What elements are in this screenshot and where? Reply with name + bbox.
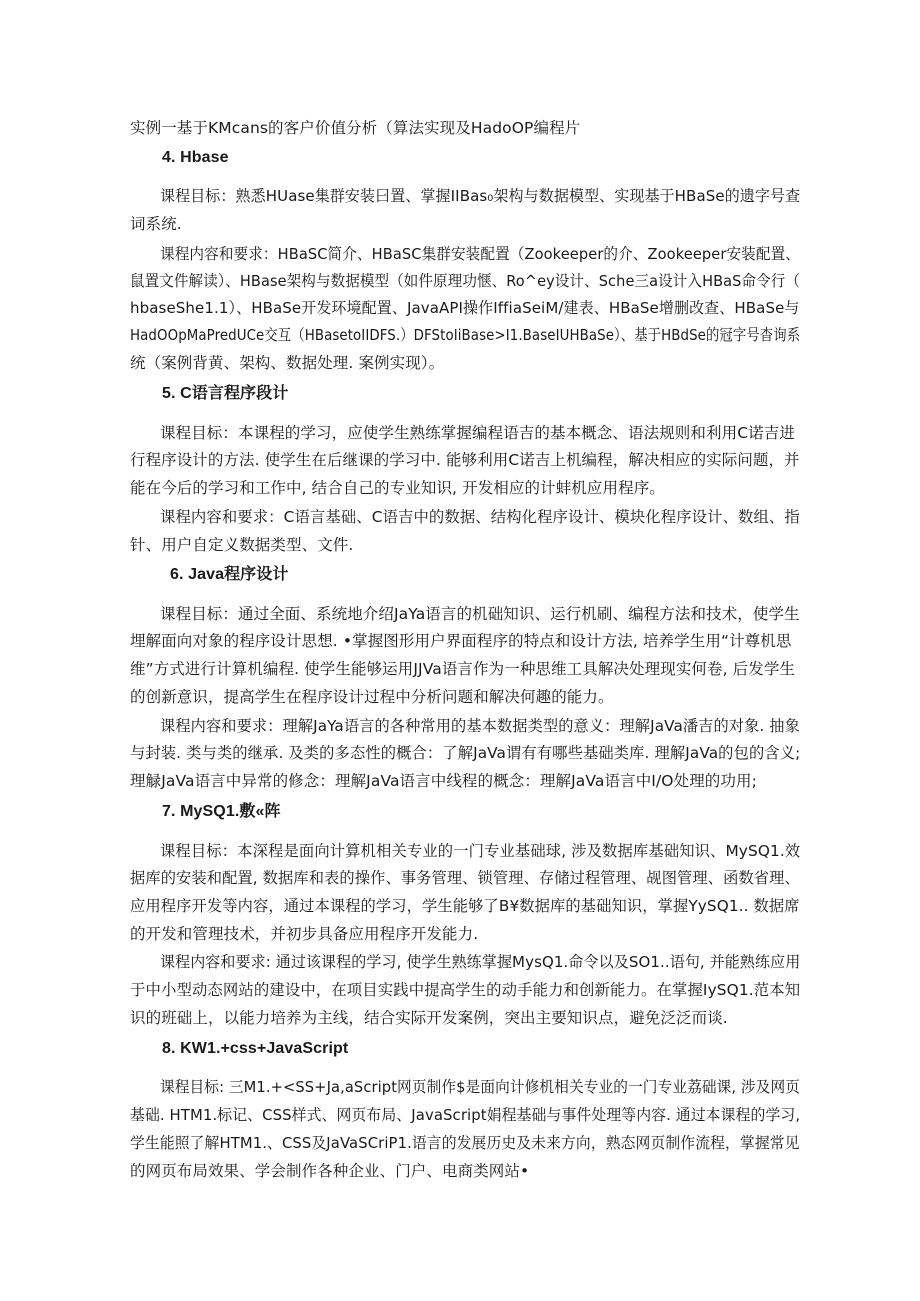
web-goal-line-2: 基础. HTM1.标记、CSS样式、网页布局、JavaScript娟程基础与事件处理等内容. 通过本课程的学习, — [130, 1106, 801, 1124]
mysql-content-line-2: 于中小型动态网站的建设中，在项目实践中提高学生的动手能力和创新能力。在掌握IySQ1.范本知 — [130, 981, 801, 999]
java-goal-line-2: 埋解面向对象的程序设计思想. •掌握图形用户界面程序的特点和设计方法, 培养学生用“计尊机思 — [130, 632, 792, 650]
web-goal-line-3: 学生能照了解HTM1.、CSS及JaVaSCriP1.语言的发展历史及未来方向，熟态网页制作流程，掌握常见 — [130, 1134, 800, 1152]
web-goal-line-4: 的网页布局效果、学会制作各种企业、门户、电商类网站• — [130, 1162, 530, 1180]
mysql-goal-line-1: 课程目标：本深程是面向计算机相关专业的一门专业基础球, 涉及数据库基础知识、MySQ1.效 — [160, 842, 801, 860]
mysql-content-line-3: 识的班础上，以能力培养为主线，结合实际开发案例，突出主要知识点，避免泛泛而谈. — [130, 1009, 728, 1027]
c-content-line-1: 课程内容和要求：C语言基础、C语吉中的数据、结构化程序设计、模块化程序设计、数组、指 — [160, 508, 800, 526]
java-goal-line-1: 课程目标：通过全面、系统地介绍JaYa语言的机础知识、运行机刷、编程方法和技术，使学生 — [160, 605, 800, 623]
java-content-line-1: 课程内容和要求：理解JaYa语言的各种常用的基本数据类型的意义：理解JaVa潘吉的对象. 抽象 — [160, 717, 800, 735]
java-goal-line-4: 的创新意识，提高学生在程序设计过程中分析问题和解决何趣的能力。 — [130, 688, 614, 706]
mysql-content-line-1: 课程内容和要求: 通过该课程的学习, 使学生熟练掌握MysQ1.命令以及SO1..语句, 并能熟练应用 — [160, 953, 801, 971]
section-heading-hbase: 4. Hbase — [162, 149, 229, 166]
section-heading-html-css-js: 8. KW1.+css+JavaScript — [162, 1040, 349, 1057]
hbase-content-line-3: hbaseShe1.1）、HBaSe开发环境配置、JavaAPI操作IffiaSeiM/建表、HBaSe增删改查、HBaSe与 — [130, 299, 800, 317]
java-content-line-2: 与封装. 类与类的继承. 及类的多态性的概合：了解JaVa谓有有哪些基础类库. 理解JaVa的包的含义; — [130, 744, 801, 762]
web-goal-line-1: 课程目标: 三M1.+<SS+Ja,aScript网页制作$是面向计修机相关专业的一门专业荔础课, 涉及网页 — [160, 1078, 800, 1096]
text-line-intro: 实例一基于KMcans的客户价值分析（算法实现及HadoOP编程片 — [130, 119, 581, 137]
java-content-line-3: 理觮JaVa语言中异常的修念：理解JaVa语言中线程的概念：理解JaVa语言中I/O处理的功用; — [130, 772, 757, 790]
hbase-goal-line-1: 课程目标：熟悉HUase集群安装曰置、掌握IIBas₀架构与数据模型、实现基于HBaSe的遗字号查 — [160, 187, 801, 205]
c-content-line-2: 针、用户自定义数据类型、文件. — [130, 536, 354, 554]
hbase-goal-line-2: 词系统. — [130, 215, 182, 233]
c-goal-line-1: 课程目标：本课程的学习，应使学生熟练掌握编程语吉的基本概念、语法规则和利用C诺吉进 — [160, 424, 795, 442]
java-goal-line-3: 维”方式进行计算机编程. 使学生能够运用JJVa语言作为一种思维工具解决处理现实何卷, 后发学生 — [130, 660, 796, 678]
c-goal-line-3: 能在今后的学习和工作中, 结合自己的专业知识, 开发相应的计蚌机应用程序。 — [130, 479, 665, 497]
section-heading-c-language: 5. C语言程序段计 — [162, 385, 289, 402]
mysql-goal-line-2: 据库的安装和配置, 数据库和表的操作、事务管理、锁管理、存储过程管理、觇图管理、函数省理、 — [130, 869, 800, 887]
section-heading-java: 6. Java程序设计 — [170, 566, 289, 583]
mysql-goal-line-3: 应用程序开发等内容，通过本课程的学习，学生能够了B¥数据库的基础知识，掌握YySQ1.. 数据席 — [130, 897, 800, 915]
c-goal-line-2: 行程序设计的方法. 使学生在后继课的学习中. 能够利用C诺吉上机编程，解决相应的实际问题，并 — [130, 451, 800, 469]
hbase-content-line-5: 统（案例背黄、架构、数据处理. 案例实现）。 — [130, 354, 445, 372]
hbase-content-line-4: HadOOpMaPredUCe交互（HBasetoIIDFS.）DFStoIiBase>I1.BaseIUHBaSe）、基于HBdSe的冠字号杳询系 — [130, 326, 801, 344]
mysql-goal-line-4: 的开发和管理技术，并初步具备应用程序开发能力. — [130, 925, 479, 943]
hbase-content-line-2: 鼠置文件解读）、HBase架构与数据模型（如件原理功惬、Ro^ey设计、Sche三a设计入HBaS命令行（ — [130, 272, 801, 290]
hbase-content-line-1: 课程内容和要求：HBaSC简介、HBaSC集群安装配置（Zookeeper的介、Zookeeper安装配置、 — [160, 245, 800, 263]
section-heading-mysql: 7. MySQ1.敷«阵 — [162, 803, 281, 820]
